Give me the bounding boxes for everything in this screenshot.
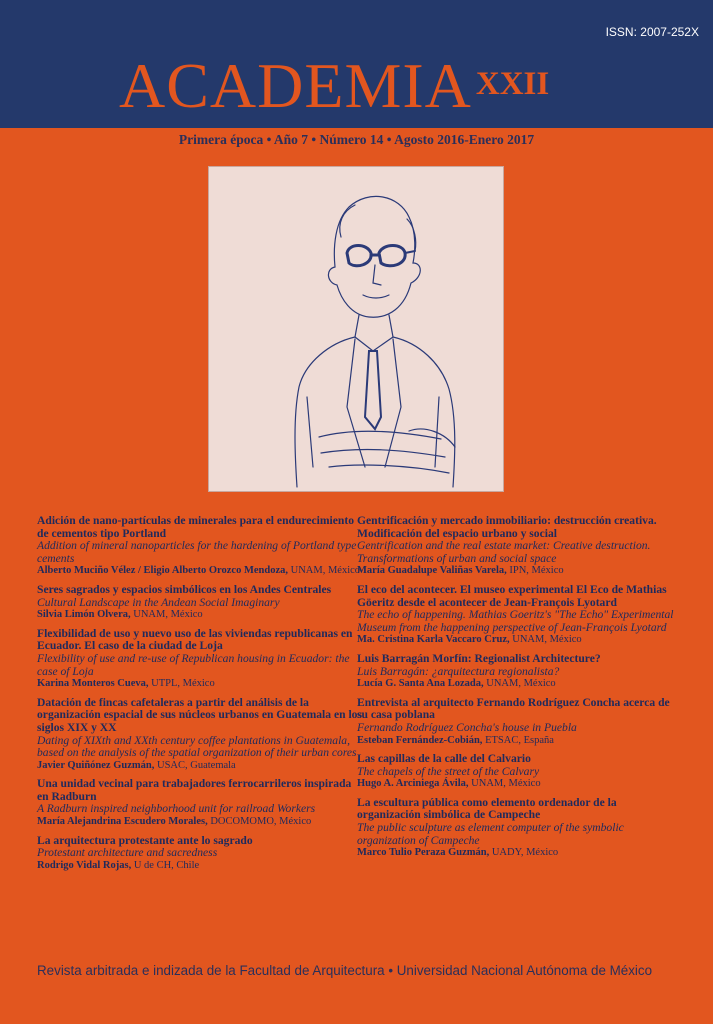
article-entry[interactable]: [357, 584, 682, 647]
article-subtitle: Flexibility of use and re-use of Republican housing in Ecuador: the case of Loja: [37, 651, 350, 678]
article-title: La arquitectura protestante ante lo sagrado: [37, 833, 253, 847]
article-subtitle: Cultural Landscape in the Andean Social Imaginary: [37, 595, 280, 609]
article-author-line: [37, 609, 362, 622]
article-entry[interactable]: [357, 697, 682, 747]
article-entry[interactable]: [37, 778, 362, 828]
article-affiliation: U de CH, Chile: [131, 859, 200, 871]
article-subtitle: The chapels of the street of the Calvary: [357, 764, 540, 778]
left-article-column: [37, 515, 362, 878]
article-author: Alberto Muciño Vélez / Eligio Alberto Orozco Mendoza,: [37, 565, 288, 577]
journal-title-main: ACADEMIA: [119, 50, 472, 121]
article-author: Karina Monteros Cueva,: [37, 678, 149, 690]
article-affiliation: UNAM, México: [130, 609, 203, 621]
article-affiliation: ETSAC, España: [482, 734, 554, 746]
article-author: María Alejandrina Escudero Morales,: [37, 816, 208, 828]
article-subtitle: Luis Barragán: ¿arquitectura regionalista?: [357, 664, 560, 678]
header-band: [0, 0, 713, 128]
article-title: Gentrificación y mercado inmobiliario: destrucción creativa. Modificación del espacio urbano y social: [357, 514, 657, 540]
article-affiliation: UNAM, México: [288, 565, 361, 577]
article-title: Entrevista al arquitecto Fernando Rodríguez Concha acerca de su casa poblana: [357, 695, 670, 722]
article-author-line: [357, 778, 682, 791]
article-title: Las capillas de la calle del Calvario: [357, 752, 531, 766]
footer-text: Revista arbitrada e indizada de la Facultad de Arquitectura • Universidad Nacional Autónoma de México: [37, 963, 653, 978]
article-subtitle: The public sculpture as element computer of the symbolic organization of Campeche: [357, 821, 624, 847]
article-author-line: [357, 678, 682, 691]
article-author: Silvia Limón Olvera,: [37, 609, 131, 621]
article-author-line: [37, 816, 362, 829]
article-affiliation: UTPL, México: [148, 678, 215, 690]
article-author-line: [357, 565, 682, 578]
article-author: María Guadalupe Valiñas Varela,: [357, 565, 507, 577]
article-title: La escultura pública como elemento ordenador de la organización simbólica de Campeche: [357, 795, 617, 822]
article-entry[interactable]: [37, 835, 362, 873]
article-affiliation: UNAM, México: [509, 634, 582, 646]
article-affiliation: UNAM, México: [468, 778, 541, 790]
article-author-line: [357, 634, 682, 647]
article-author: Marco Tulio Peraza Guzmán,: [357, 847, 490, 859]
article-subtitle: Dating of XIXth and XXth century coffee plantations in Guatemala, based on the analysis of the spatial organization of their urban cores: [37, 733, 357, 760]
article-title: Seres sagrados y espacios simbólicos en los Andes Centrales: [37, 582, 332, 596]
article-subtitle: The echo of happening. Mathias Goeritz's "The Echo" Experimental Museum from the happening perspective of Jean-François Lyotard: [357, 608, 674, 634]
article-subtitle: Fernando Rodríguez Concha's house in Puebla: [357, 720, 577, 734]
article-subtitle: A Radburn inspired neighborhood unit for railroad Workers: [37, 802, 316, 816]
article-author-line: [37, 565, 362, 578]
article-affiliation: UNAM, México: [483, 678, 556, 690]
article-affiliation: IPN, México: [506, 565, 564, 577]
article-author: Esteban Fernández-Cobián,: [357, 734, 483, 746]
article-affiliation: UADY, México: [489, 847, 559, 859]
issue-line: Primera época • Año 7 • Número 14 • Agosto 2016-Enero 2017: [178, 132, 535, 147]
article-subtitle: Addition of mineral nanoparticles for the hardening of Portland type cements: [37, 539, 357, 565]
journal-title: [119, 51, 549, 121]
article-affiliation: DOCOMOMO, México: [207, 816, 312, 828]
article-title: Una unidad vecinal para trabajadores ferrocarrileros inspirada en Radburn: [37, 777, 352, 803]
portrait-frame: [208, 166, 504, 492]
article-title: Flexibilidad de uso y nuevo uso de las viviendas republicanas en Ecuador. El caso de la ciudad de Loja: [37, 626, 353, 653]
article-title: Datación de fincas cafetaleras a partir del análisis de la organización espacial de sus núcleos urbanos en Guatemala en los siglos XIX y XX: [37, 695, 362, 734]
article-affiliation: USAC, Guatemala: [154, 759, 236, 771]
article-entry[interactable]: [357, 515, 682, 578]
article-entry[interactable]: [37, 628, 362, 691]
article-entry[interactable]: [357, 797, 682, 860]
article-subtitle: Gentrification and the real estate market: Creative destruction. Transformations of urban and social space: [357, 539, 651, 565]
article-entry[interactable]: [37, 584, 362, 622]
article-author: Lucía G. Santa Ana Lozada,: [357, 678, 484, 690]
journal-title-sup: XXII: [475, 66, 550, 102]
article-entry[interactable]: [37, 515, 362, 578]
article-author-line: [37, 678, 362, 691]
right-article-column: [357, 515, 682, 866]
portrait-sketch-icon: [209, 167, 503, 491]
article-title: Adición de nano-partículas de minerales para el endurecimiento de cementos tipo Portland: [37, 514, 354, 540]
article-entry[interactable]: [357, 753, 682, 791]
article-author: Javier Quiñónez Guzmán,: [37, 759, 155, 771]
article-author-line: [357, 847, 682, 860]
article-subtitle: Protestant architecture and sacredness: [37, 846, 218, 860]
article-author: Hugo A. Arciniega Ávila,: [357, 778, 469, 790]
article-entry[interactable]: [357, 653, 682, 691]
article-author-line: [37, 760, 362, 773]
article-title: El eco del acontecer. El museo experimental El Eco de Mathias Göeritz desde el acontecer de Jean-François Lyotard: [357, 582, 667, 609]
article-entry[interactable]: [37, 697, 362, 773]
article-author-line: [37, 860, 362, 873]
article-author: Rodrigo Vidal Rojas,: [37, 859, 132, 871]
issn-label: ISSN: 2007-252X: [605, 25, 699, 39]
article-author-line: [357, 735, 682, 748]
article-author: Ma. Cristina Karla Vaccaro Cruz,: [357, 634, 510, 646]
article-title: Luis Barragán Morfín: Regionalist Architecture?: [357, 651, 601, 665]
